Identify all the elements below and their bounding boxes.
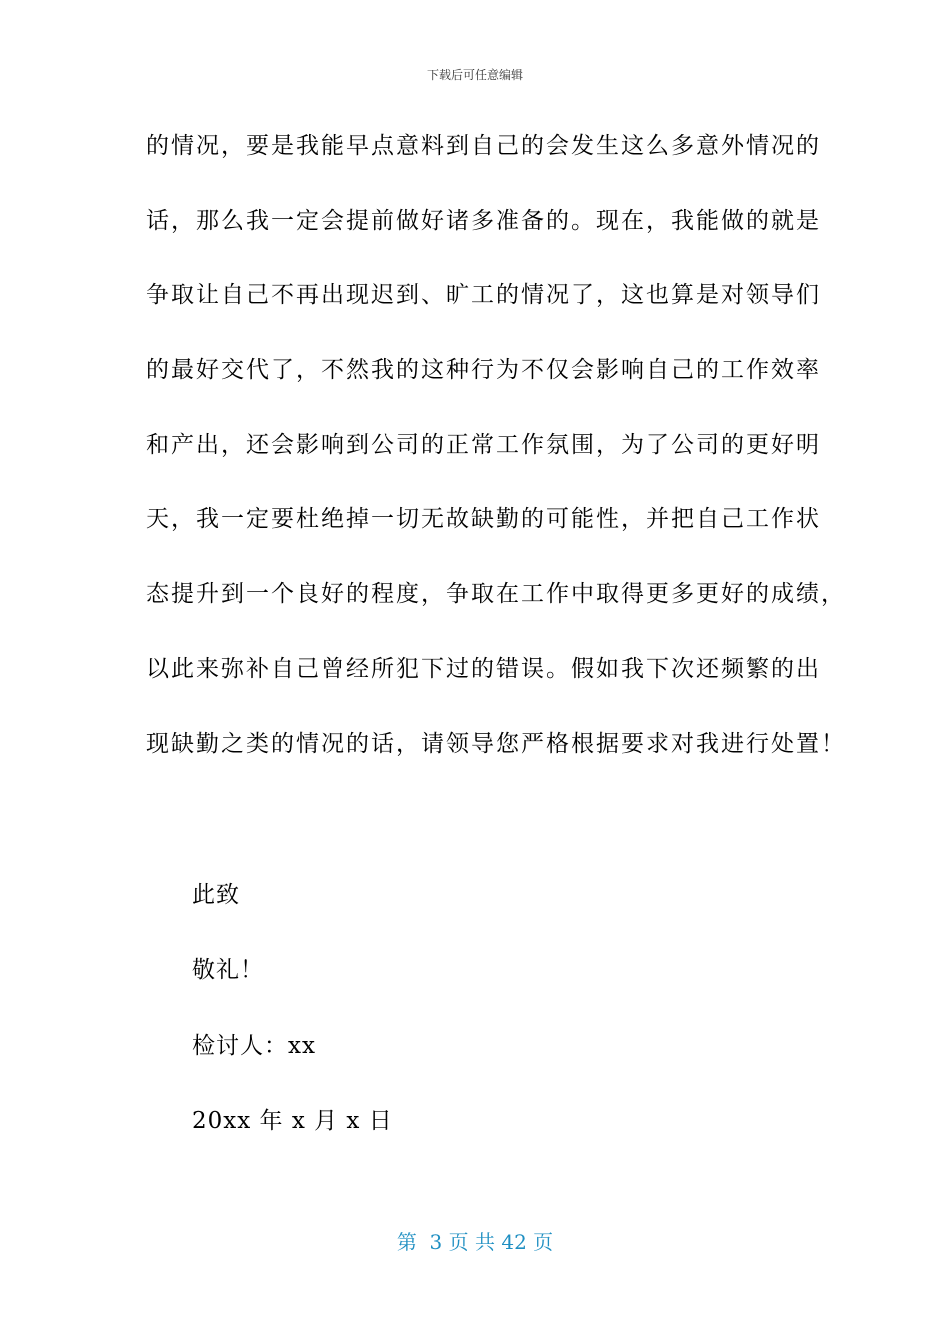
page-header: 下载后可任意编辑 <box>426 68 523 82</box>
body-line: 以此来弥补自己曾经所犯下过的错误。假如我下次还频繁的出 <box>146 655 821 682</box>
body-line: 话，那么我一定会提前做好诸多准备的。现在，我能做的就是 <box>146 207 821 234</box>
closing-regards: 敬礼！ <box>192 957 264 983</box>
date-line: 20xx 年 x 月 x 日 <box>192 1108 393 1134</box>
body-line: 的情况，要是我能早点意料到自己的会发生这么多意外情况的 <box>146 133 821 159</box>
body-line: 现缺勤之类的情况的话，请领导您严格根据要求对我进行处置！ <box>146 730 846 757</box>
body-line: 的最好交代了，不然我的这种行为不仅会影响自己的工作效率 <box>146 357 821 384</box>
body-line: 态提升到一个良好的程度，争取在工作中取得更多更好的成绩， <box>146 581 846 608</box>
closing-salutation: 此致 <box>192 882 240 908</box>
body-line: 和产出，还会影响到公司的正常工作氛围，为了公司的更好明 <box>146 431 821 458</box>
body-line: 天，我一定要杜绝掉一切无故缺勤的可能性，并把自己工作状 <box>146 506 821 533</box>
body-line: 争取让自己不再出现迟到、旷工的情况了，这也算是对领导们 <box>146 282 821 309</box>
letter-body <box>146 124 846 796</box>
signer-line: 检讨人：xx <box>192 1033 316 1059</box>
page-number: 第 3 页 共 42 页 <box>396 1230 554 1254</box>
